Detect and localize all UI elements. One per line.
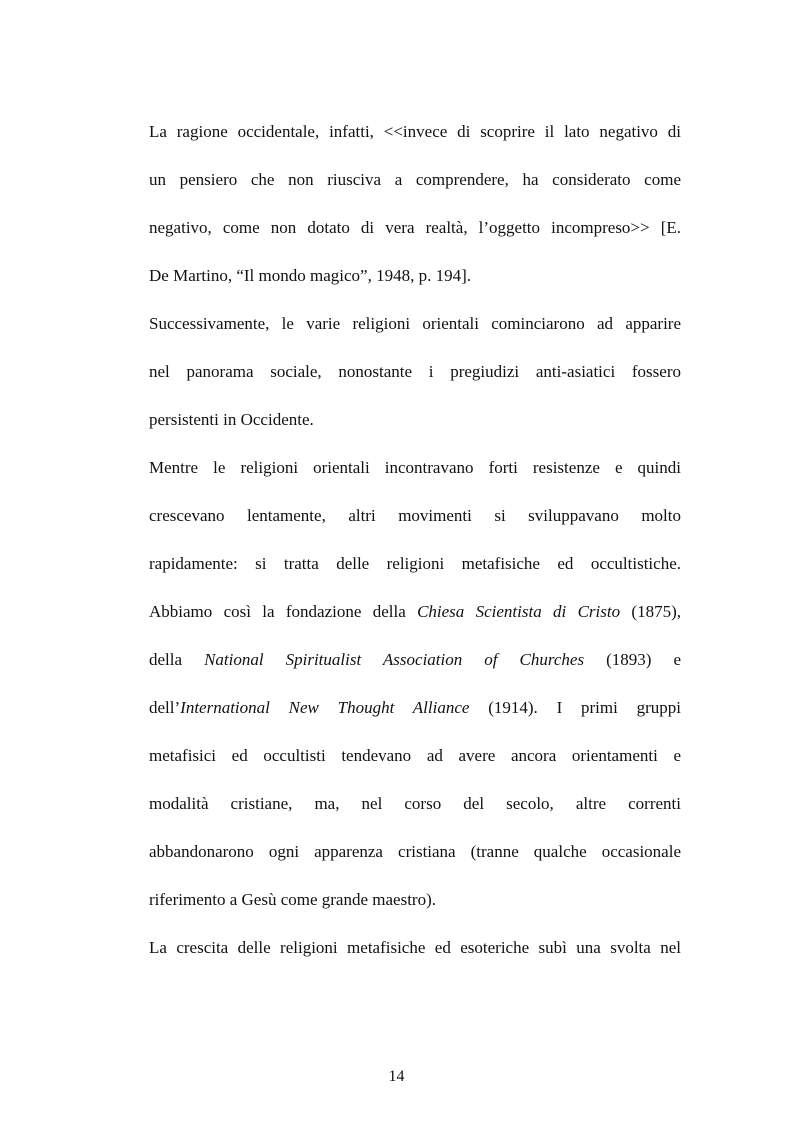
text-segment: Mentre le religioni orientali incontravano forti resistenze e quindi: [149, 458, 681, 477]
text-line: [149, 500, 681, 548]
text-line: [149, 932, 681, 980]
text-line: [149, 164, 681, 212]
text-segment: De Martino, “Il mondo magico”, 1948, p. 194].: [149, 266, 471, 285]
text-line: [149, 740, 681, 788]
body-text: [149, 116, 681, 980]
text-line: [149, 836, 681, 884]
text-segment: un pensiero che non riusciva a comprendere, ha considerato come: [149, 170, 681, 189]
text-segment: metafisici ed occultisti tendevano ad avere ancora orientamenti e: [149, 746, 681, 765]
page-number: 14: [388, 1068, 405, 1085]
text-segment: crescevano lentamente, altri movimenti si sviluppavano molto: [149, 506, 681, 525]
text-segment: Abbiamo così la fondazione della: [149, 602, 418, 621]
italic-text: International New Thought Alliance: [180, 698, 470, 717]
text-segment: (1893) e: [584, 650, 681, 669]
text-line: [149, 884, 681, 932]
text-segment: abbandonarono ogni apparenza cristiana (tranne qualche occasionale: [149, 842, 681, 861]
text-segment: (1875),: [620, 602, 682, 621]
text-line: [149, 308, 681, 356]
text-segment: dell’: [149, 698, 181, 717]
text-line: [149, 596, 681, 644]
text-segment: negativo, come non dotato di vera realtà, l’oggetto incompreso>> [E.: [149, 218, 681, 237]
text-segment: persistenti in Occidente.: [149, 410, 314, 429]
text-line: [149, 644, 681, 692]
text-line: [149, 116, 681, 164]
text-line: [149, 212, 681, 260]
text-segment: (1914). I primi gruppi: [469, 698, 682, 717]
text-segment: nel panorama sociale, nonostante i pregiudizi anti-asiatici fossero: [149, 362, 681, 381]
text-segment: La crescita delle religioni metafisiche ed esoteriche subì una svolta nel: [149, 938, 681, 957]
text-segment: rapidamente: si tratta delle religioni metafisiche ed occultistiche.: [149, 554, 681, 573]
text-segment: Successivamente, le varie religioni orientali cominciarono ad apparire: [149, 314, 681, 333]
text-segment: della: [149, 650, 205, 669]
text-line: [149, 260, 681, 308]
text-segment: modalità cristiane, ma, nel corso del secolo, altre correnti: [149, 794, 681, 813]
text-line: [149, 548, 681, 596]
text-segment: riferimento a Gesù come grande maestro).: [149, 890, 436, 909]
text-line: [149, 404, 681, 452]
italic-text: National Spiritualist Association of Churches: [204, 650, 585, 669]
text-line: [149, 788, 681, 836]
text-segment: La ragione occidentale, infatti, <<invece di scoprire il lato negativo di: [149, 122, 681, 141]
text-line: [149, 692, 681, 740]
text-line: [149, 356, 681, 404]
text-line: [149, 452, 681, 500]
italic-text: Chiesa Scientista di Cristo: [417, 602, 621, 621]
